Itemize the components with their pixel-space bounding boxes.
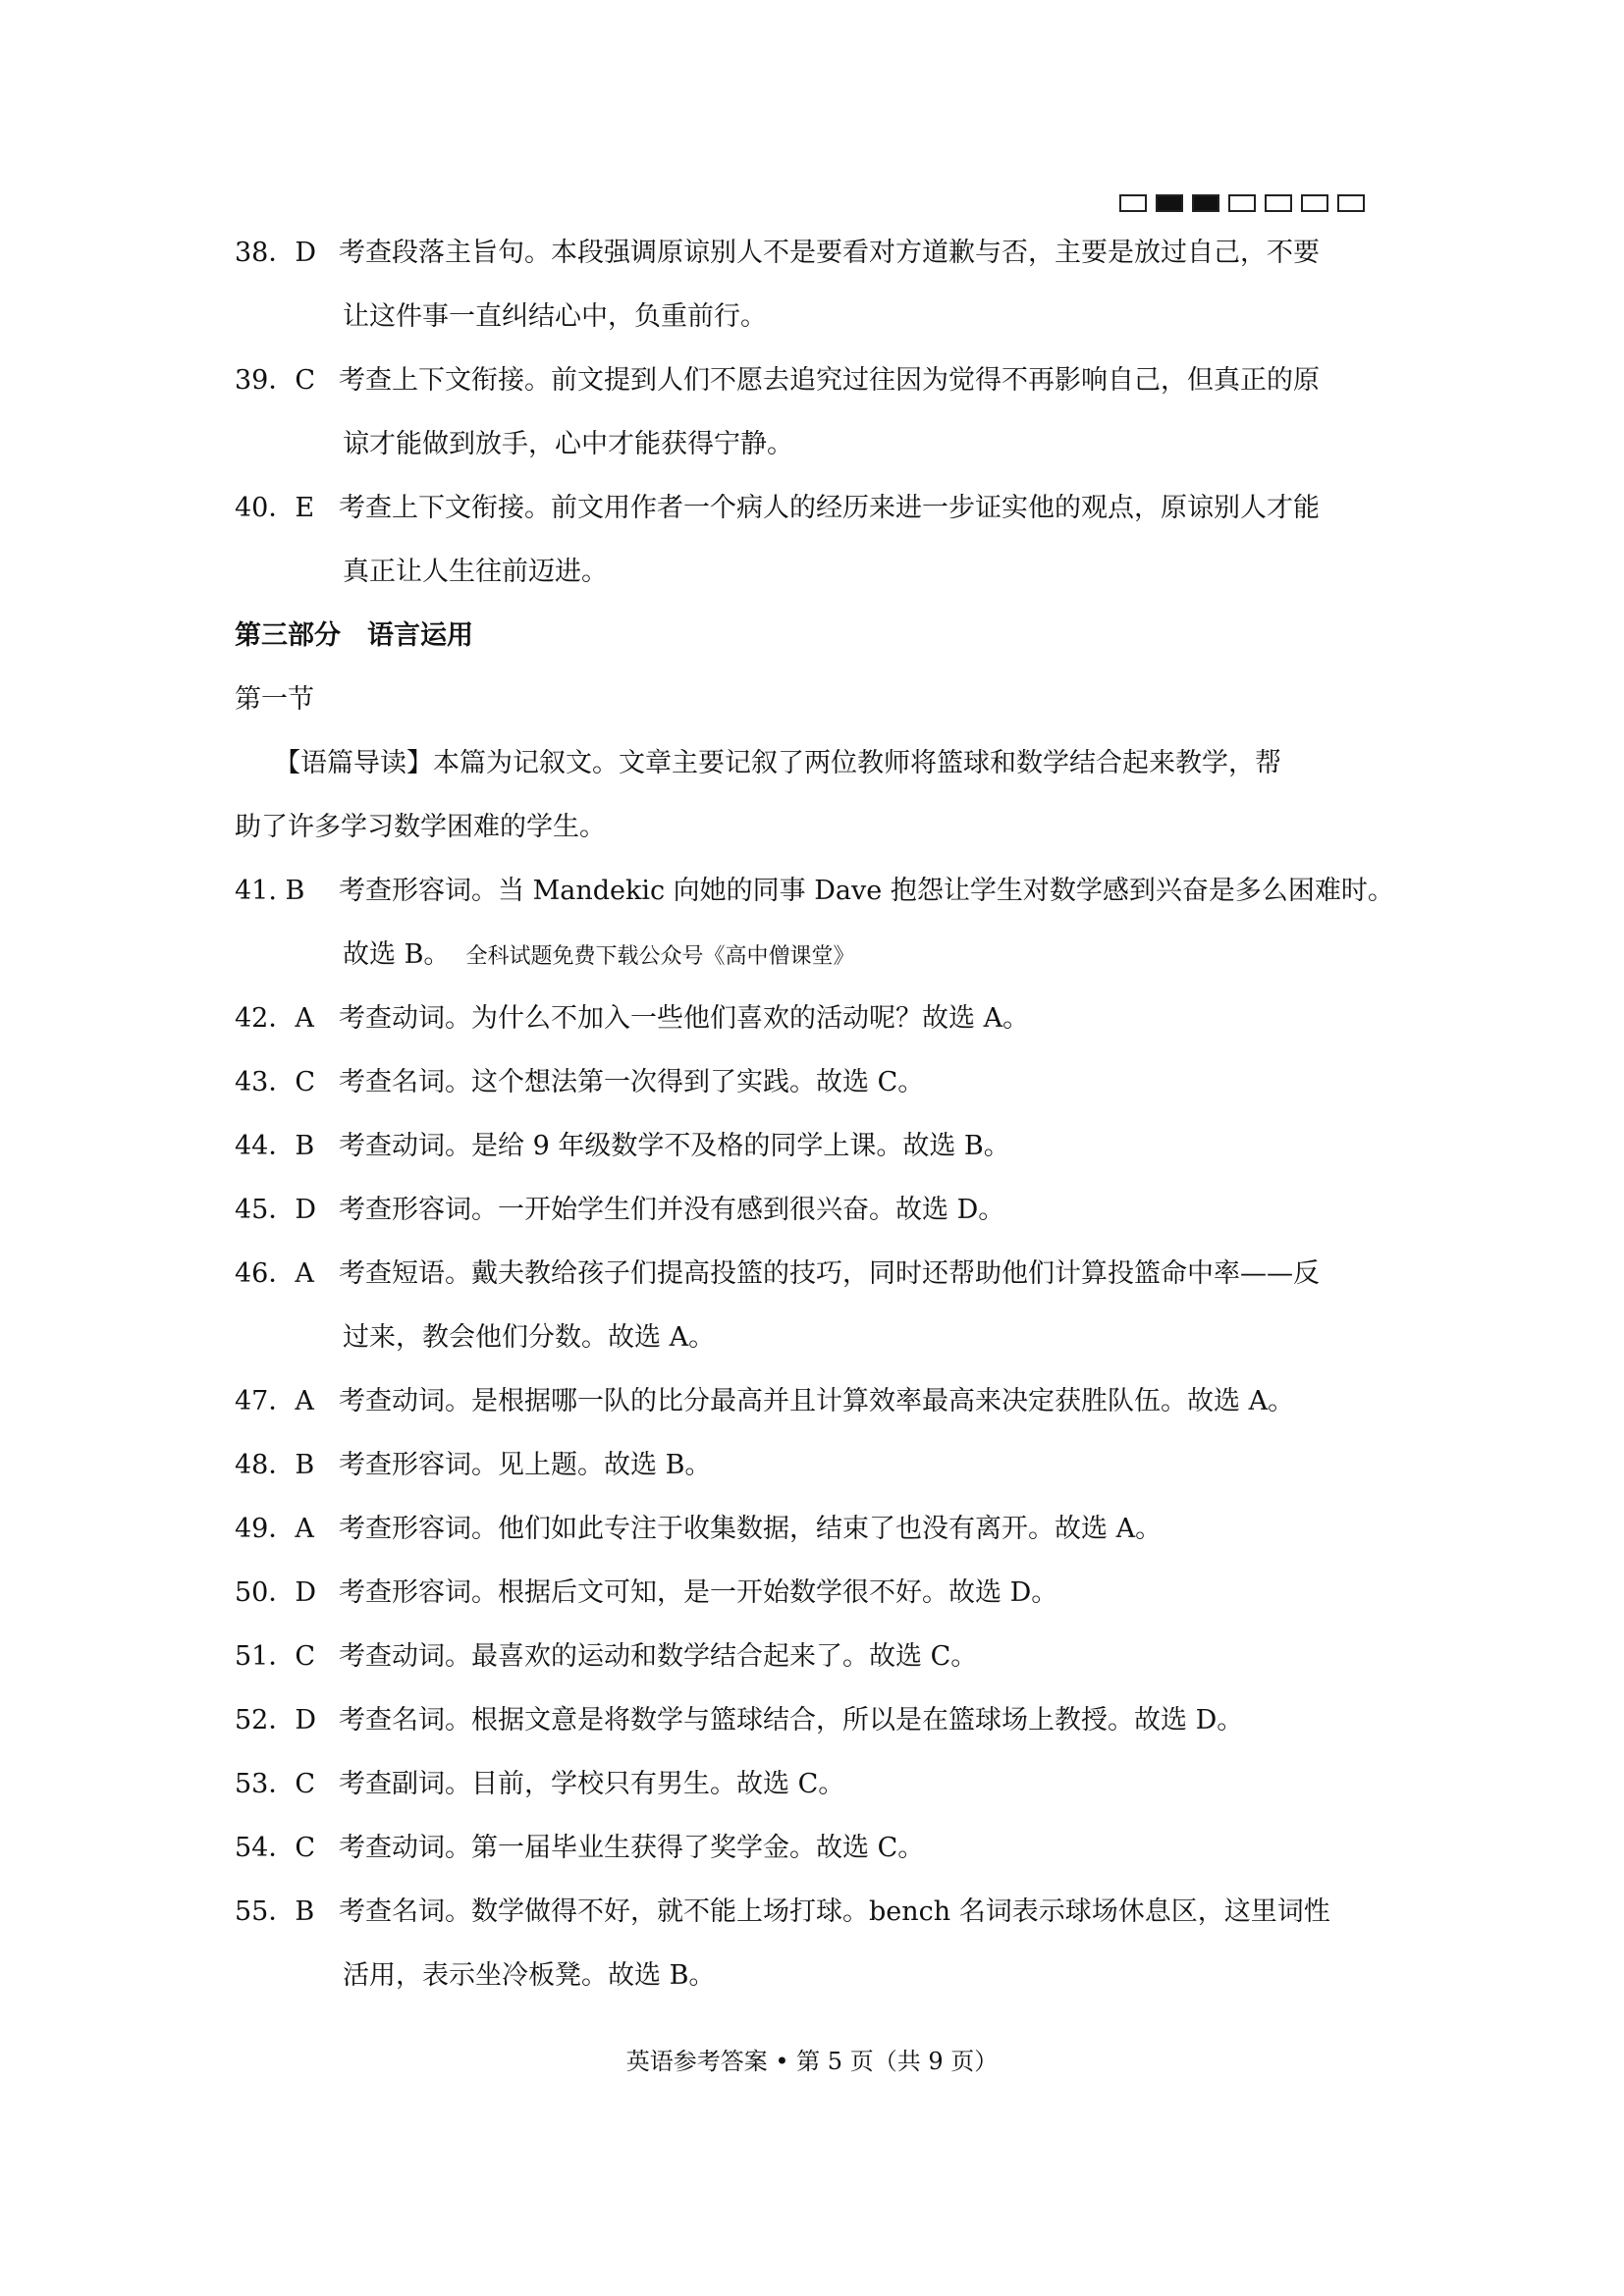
answer-continuation [343,937,854,975]
answer-number: 46．A [235,1258,314,1289]
answer-item [235,1384,1294,1419]
answer-item [235,1512,1162,1547]
answer-item [235,1001,1029,1037]
answer-text: 考查名词。数学做得不好，就不能上场打球。bench 名词表示球场休息区，这里词性 [339,1896,1330,1927]
answer-number: 51．C [235,1641,316,1672]
answer-number: 55．B [235,1896,315,1927]
section-title: 第三部分 语言运用 [235,620,473,651]
answer-item [235,1065,924,1100]
answer-item [235,1831,924,1866]
answer-text: 考查动词。第一届毕业生获得了奖学金。故选 C。 [339,1833,925,1863]
answer-item [235,491,1320,526]
answer-text: 考查形容词。根据后文可知，是一开始数学很不好。故选 D。 [339,1577,1058,1608]
page-marker-box [1228,194,1256,212]
answer-continuation: 过来，教会他们分数。故选 A。 [343,1322,716,1353]
page-marker [1119,194,1365,212]
promo-note: 全科试题免费下载公众号《高中僧课堂》 [465,944,855,969]
answer-number: 53．C [235,1769,316,1799]
answer-text: 考查动词。是给 9 年级数学不及格的同学上课。故选 B。 [339,1131,1010,1161]
answer-number: 49．A [235,1514,314,1544]
page-marker-box [1119,194,1147,212]
passage-intro-cont: 助了许多学习数学困难的学生。 [235,812,606,842]
answer-number: 44．B [235,1131,315,1161]
answer-text: 考查动词。是根据哪一队的比分最高并且计算效率最高来决定获胜队伍。故选 A。 [339,1386,1295,1416]
answer-text: 考查形容词。当 Mandekic 向她的同事 Dave 抱怨让学生对数学感到兴奋是多么困难时。 [339,876,1394,906]
answer-text: 考查副词。目前，学校只有男生。故选 C。 [339,1769,845,1799]
answer-number: 54．C [235,1833,316,1863]
answer-number: 48．B [235,1450,315,1480]
answer-continuation: 谅才能做到放手，心中才能获得宁静。 [343,429,793,459]
answer-item [235,1448,711,1483]
answer-number: 39．C [235,365,316,396]
answer-text: 考查名词。这个想法第一次得到了实践。故选 C。 [339,1067,925,1097]
answer-item [235,1639,977,1675]
answer-continuation: 活用，表示坐冷板凳。故选 B。 [343,1960,716,1991]
passage-intro: 【语篇导读】本篇为记叙文。文章主要记叙了两位教师将篮球和数学结合起来教学，帮 [274,748,1281,778]
answer-text: 考查段落主旨句。本段强调原谅别人不是要看对方道歉与否，主要是放过自己，不要 [339,238,1320,268]
answer-number: 52．D [235,1705,317,1735]
page-footer: 英语参考答案 • 第 5 页（共 9 页） [625,2048,999,2075]
answer-text: 考查形容词。他们如此专注于收集数据，结束了也没有离开。故选 A。 [339,1514,1163,1544]
answer-number: 50．D [235,1577,317,1608]
answer-continuation: 让这件事一直纠结心中，负重前行。 [343,301,767,332]
page-marker-box [1337,194,1365,212]
page-marker-box [1192,194,1219,212]
answer-number: 41. B [235,876,305,906]
answer-text: 考查上下文衔接。前文用作者一个病人的经历来进一步证实他的观点，原谅别人才能 [339,493,1320,523]
page-marker-box [1301,194,1328,212]
answer-item [235,1767,844,1802]
answer-item [235,236,1320,271]
answer-number: 43．C [235,1067,316,1097]
answer-continuation: 真正让人生往前迈进。 [343,557,608,587]
answer-item [235,1129,1010,1164]
answer-number: 40．E [235,493,315,523]
answer-text: 考查上下文衔接。前文提到人们不愿去追究过往因为觉得不再影响自己，但真正的原 [339,365,1320,396]
answer-text: 考查短语。戴夫教给孩子们提高投篮的技巧，同时还帮助他们计算投篮命中率——反 [339,1258,1320,1289]
subsection-title: 第一节 [235,684,314,715]
answer-item [235,1193,1004,1228]
answer-number: 45．D [235,1195,317,1225]
answer-item [235,363,1320,399]
page-marker-box [1156,194,1183,212]
answer-number: 38．D [235,238,317,268]
answer-item [235,1256,1320,1292]
answer-item [235,874,1394,909]
answer-text: 考查动词。最喜欢的运动和数学结合起来了。故选 C。 [339,1641,978,1672]
answer-item [235,1703,1243,1738]
answer-text: 考查名词。根据文意是将数学与篮球结合，所以是在篮球场上教授。故选 D。 [339,1705,1244,1735]
answer-text: 考查动词。为什么不加入一些他们喜欢的活动呢？故选 A。 [339,1003,1030,1034]
answer-continuation-text: 故选 B。 [343,939,451,970]
answer-item [235,1575,1057,1611]
answer-number: 47．A [235,1386,314,1416]
page-marker-box [1265,194,1292,212]
answer-item [235,1895,1330,1930]
answer-text: 考查形容词。一开始学生们并没有感到很兴奋。故选 D。 [339,1195,1005,1225]
answer-number: 42．A [235,1003,314,1034]
answer-text: 考查形容词。见上题。故选 B。 [339,1450,712,1480]
